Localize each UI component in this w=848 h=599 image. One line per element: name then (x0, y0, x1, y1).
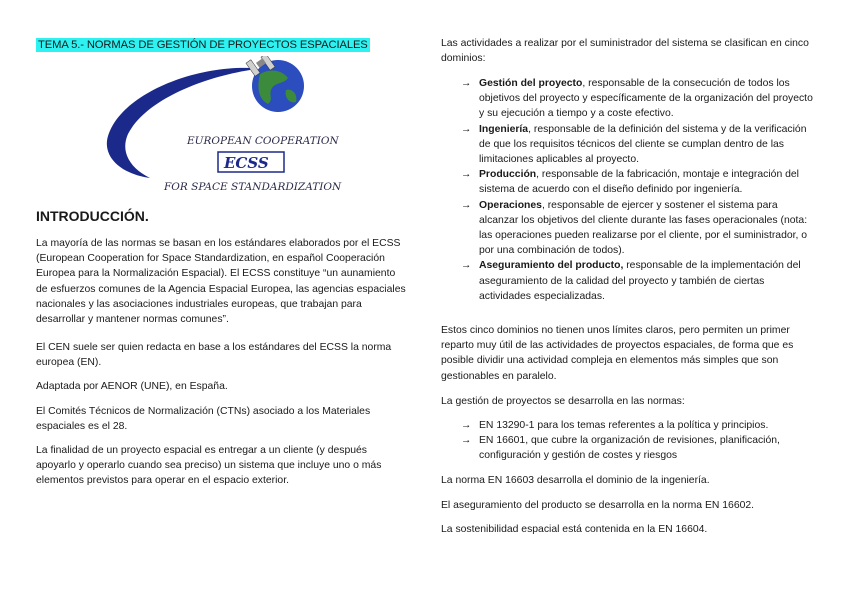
domain-term: Ingeniería (479, 123, 529, 135)
paragraph-en16603: La norma EN 16603 desarrolla el dominio de la ingeniería. (441, 475, 710, 486)
paragraph-intro: Las actividades a realizar por el suministrador del sistema se clasifican en cinco dominios: (441, 38, 809, 65)
domains-list (461, 76, 813, 304)
paragraph-finalidad: La finalidad de un proyecto espacial es entregar a un cliente (y después apoyarlo y operarlo cuando sea preciso) un sistema que incluye uno o más elementos previstos para operar en el espacio exterior. (36, 445, 382, 487)
list-item (461, 433, 813, 463)
paragraph-ecss: La mayoría de las normas se basan en los estándares elaborados por el ECSS (European Cooperation for Space Standardization, en español Cooperación Europea para la Normalización Espacial). El ECSS constituye “un aunamiento de esfuerzos comunes de la Agencia Espacial Europea, las agencias espaciales nacionales y las asociaciones industriales europeas, que trabajan para desarrollar y mantener normas comunes”. (36, 238, 406, 326)
domain-text: , responsable de la fabricación, montaje e integración del sistema de acuerdo con el diseño definido por ingeniería. (479, 169, 799, 196)
norma-text: EN 16601, que cubre la organización de revisiones, planificación, configuración y gestión de costes y riesgos (479, 435, 780, 462)
list-item (461, 167, 813, 197)
arrow-icon: → (461, 78, 472, 89)
paragraph-en16604: La sostenibilidad espacial está contenida en la EN 16604. (441, 524, 708, 535)
ecss-logo (100, 56, 350, 198)
domain-term: Producción (479, 169, 537, 181)
normas-list (461, 418, 813, 464)
paragraph-cen: El CEN suele ser quien redacta en base a los estándares del ECSS la norma europea (EN). (36, 342, 392, 369)
arrow-icon: → (461, 123, 472, 135)
domain-text: , responsable de ejercer y sostener el sistema para alcanzar los objetivos del cliente durante las fases operacionales (nota: las operaciones pueden realizarse por el cliente, por el suministrador, o por una combinación de todos). (479, 199, 808, 257)
section-heading: INTRODUCCIÓN. (36, 208, 149, 224)
arrow-icon: → (461, 199, 472, 211)
list-item (461, 122, 813, 168)
arrow-icon: → (461, 169, 472, 181)
domain-term: Gestión del proyecto (479, 78, 583, 89)
arrow-icon: → (461, 420, 472, 431)
domain-text: , responsable de la definición del sistema y de la verificación de que los requisitos técnicos del cliente se cumplan dentro de las limitaciones aplicables al proyecto. (479, 123, 807, 166)
arrow-icon: → (461, 435, 472, 447)
list-item (461, 258, 813, 304)
norma-text: EN 13290-1 para los temas referentes a la política y principios. (479, 420, 769, 431)
paragraph-en16602: El aseguramiento del producto se desarrolla en la norma EN 16602. (441, 500, 755, 511)
arrow-icon: → (461, 260, 472, 272)
logo-line1: EUROPEAN COOPERATION (187, 135, 339, 147)
paragraph-dominios: Estos cinco dominios no tienen unos límites claros, pero permiten un primer reparto muy útil de las actividades de proyectos espaciales, de forma que es posible dividir una actividad compleja en elementos más simples que son gestionables en paralelo. (441, 325, 794, 382)
paragraph-ctn: El Comités Técnicos de Normalización (CTNs) asociado a los Materiales espaciales es el 28. (36, 406, 371, 433)
logo-line2: FOR SPACE STANDARDIZATION (164, 181, 342, 193)
paragraph-gestion: La gestión de proyectos se desarrolla en las normas: (441, 396, 685, 407)
domain-text: responsable de la implementación del aseguramiento de la calidad del proyecto y también de ciertas actividades especializadas. (479, 260, 801, 302)
domain-text: , responsable de la consecución de todos los objetivos del proyecto y específicamente de la organización del proyecto y su ejecución a tiempo y a coste efectivo. (479, 78, 813, 120)
page-title: TEMA 5.- NORMAS DE GESTIÓN DE PROYECTOS ESPACIALES (38, 39, 368, 51)
domain-term: Operaciones (479, 199, 542, 211)
logo-acronym: ECSS (224, 154, 269, 172)
list-item (461, 76, 813, 122)
domain-term: Aseguramiento del producto, (479, 260, 624, 272)
list-item (461, 198, 813, 259)
paragraph-aenor: Adaptada por AENOR (UNE), en España. (36, 381, 228, 392)
list-item (461, 418, 813, 433)
